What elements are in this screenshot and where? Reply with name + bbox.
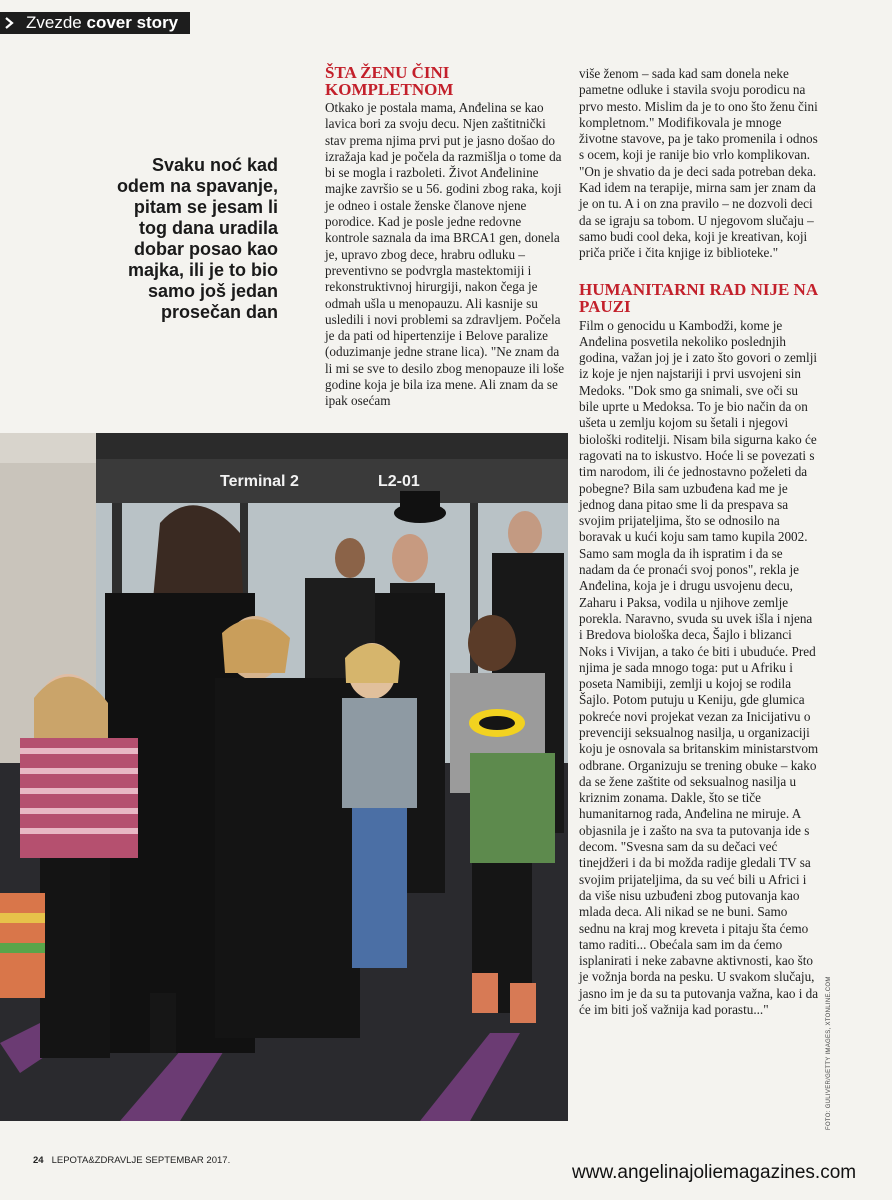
article-heading-1: ŠTA ŽENU ČINI KOMPLETNOM [325, 63, 454, 99]
page-number: 24 [33, 1155, 44, 1166]
article-paragraph: Film o genocidu u Kambodži, kome je Anđelina posvetila nekoliko poslednjih godina, važan joj je i zato što govori o zemlji iz koje je njen najstariji i prvi usvojeni sin Medoks. "Dok smo ga snimali, sve oči su bile uprte u Medoksa. To je bio način da on ušeta u zemlju kojom su šetali i njegovi biološki roditelji. Nisam bila sigurna kako će ragovati na to iskustvo. Hoće li se povezati s tim narodom, ili će jednostavno poželeti da pobegne? Bila sam uzbuđena kad me je jednog dana pitao sme li da prespava sa svojim prijateljima, što se odnosilo na boravak u kući koju sam tamo kupila 2002. Samo sam mogla da ih ispratim i da se nadam da će pronaći svoj ponos", rekla je Anđelina, koja je i drugu usvojenu decu, Zaharu i Paksa, vodila u njihove zemlje porekla. Naravno, svuda su uvek išla i njena i Bredova biološka deca, Šajlo i blizanci Noks i Vivijan, a tako će biti i ubuduće. Pred njima je sada mnogo toga: put u Afriku i poseta Namibiji, zemlji u kojoj se rodila Šajlo. Potom putuju u Keniju, gde glumica pokreće novi projekat vezan za Inicijativu o prevenciji seksualnog nasilja, u organizaciji koju je osnovala sa britanskim ministarstvom odbrane. Organizuju se trening obuke – kako da se žene zaštite od seksualnog nasilja u kriznim zonama. Dakle, što se tiče humanitarnog rada, Anđelina ne miruje. A objasnila je i zašto na sva ta putovanja ide s decom. "Svesna sam da su dečaci već tinejdžeri i da bi možda radije gledali TV sa svojim prijateljima, da su već bili u Africi i da više nisu uzbuđeni zbog putovanja kao mlada deca. Ali nikad se ne buni. Samo sednu na kraj mog kreveta i pitaju šta ćemo tamo raditi... Obećala sam im da ćemo isplanirati i neke zabavne aktivnosti, kao što je vožnja borda na pesku. U svakom slučaju, jasno im je da su ta putovanja važna, kao i da će im biti još važnija kad porastu..." [579, 317, 819, 1018]
photo-illustration [0, 433, 568, 1121]
gate-sign: L2-01 [378, 473, 420, 490]
section-subname: cover story [86, 13, 179, 32]
website-watermark: www.angelinajoliemagazines.com [572, 1162, 857, 1183]
page-footer [33, 1155, 230, 1166]
article-paragraph: više ženom – sada kad sam donela neke pametne odluke i stavila svoju porodicu na prvo mesto. Mislim da je to ono što ženu čini kompletnom." Modifikovala je mnoge životne stavove, pa je tako promenila i odnos s ocem, koji je ranije bio vrlo komplikovan. "On je shvatio da je deci sada potreban deka. Kad idem na terapije, mirna sam jer znam da je on tu. A i on zna pravilo – ne dozvoli deci da se igraju sa tobom. U njegovom slučaju – samo budi cool deka, koji je kreativan, koji priča priče i čita knjige iz biblioteke." [579, 66, 818, 261]
chevron-right-icon [4, 17, 14, 29]
pull-quote: Svaku noć kad odem na spavanje, pitam se jesam li tog dana uradila dobar posao kao majka, ili je to bio samo još jedan prosečan dan [116, 155, 278, 322]
article-paragraph: Otkako je postala mama, Anđelina se kao lavica bori za svoju decu. Njen zaštitnički stav prema njima prvi put je jasno došao do izražaja kad je počela da razmišlja o tome da bi se mogla i razboleti. Život Anđelinine majke završio se u 56. godini zbog raka, koji je odneo i ostale ženske članove njene porodice. Kad je posle jedne redovne kontrole saznala da ima BRCA1 gen, donela je, upravo zbog dece, hrabru odluku – preventivno se podvrgla mastektomiji i rekonstruktivnoj hirurgiji, nakon čega je odmah ušla u menopauzu. Ali kasnije su usledili i novi problemi sa zdravljem. Počela je da pati od hipertenzije i Belove paralize (oduzimanje jedne strane lica). "Ne znam da li mi se sve to desilo zbog menopauze ili loše godine koja je bila iza mene. Ali znam da se ipak osećam [325, 100, 565, 409]
article-column-2 [579, 66, 819, 1018]
section-label [26, 12, 178, 34]
photo-credit: FOTO: GULIVER/GETTY IMAGES, XTONLINE.COM [826, 976, 832, 1130]
section-header [0, 12, 190, 34]
airport-family-photo [0, 433, 568, 1121]
article-heading-2: HUMANITARNI RAD NIJE NA PAUZI [579, 279, 818, 316]
terminal-sign: Terminal 2 [220, 473, 299, 490]
magazine-issue: LEPOTA&ZDRAVLJE SEPTEMBAR 2017. [51, 1155, 231, 1166]
article-column-1 [325, 64, 567, 410]
section-name: Zvezde [26, 13, 82, 32]
